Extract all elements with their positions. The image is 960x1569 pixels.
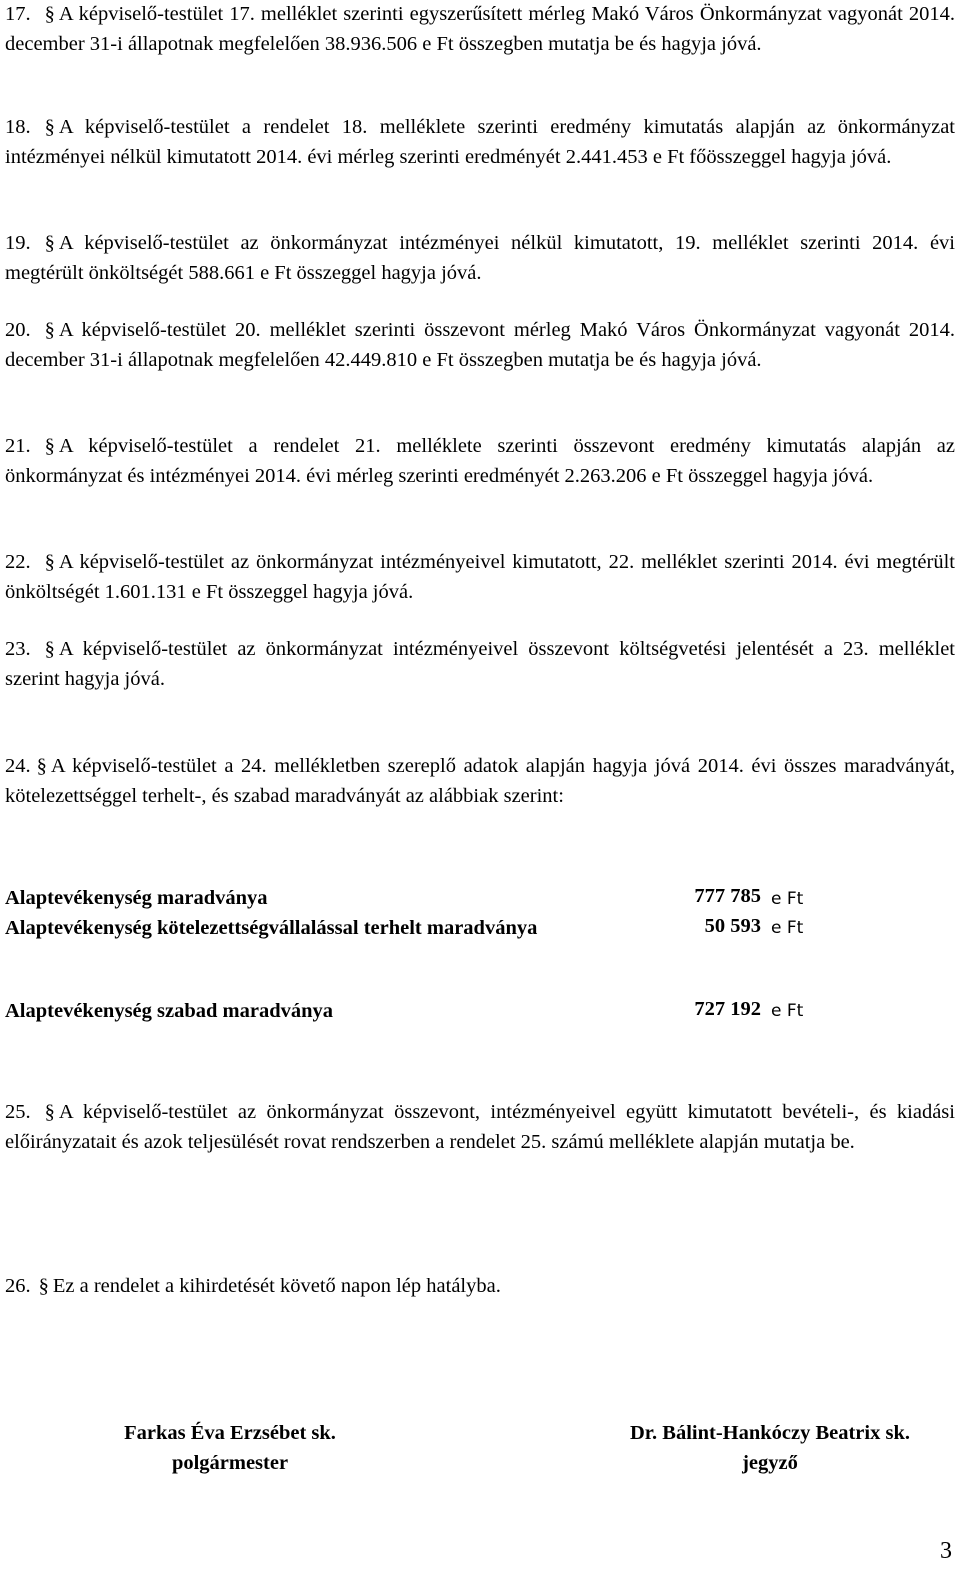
paragraph-23 [5,635,955,694]
signature-name: Farkas Éva Erzsébet sk. [124,1422,336,1444]
section-sign: § [44,116,55,138]
section-sign: § [44,232,55,254]
row-value: 50 593 [704,915,761,937]
paragraph-number: 25. [5,1101,31,1123]
page-number: 3 [940,1538,952,1564]
row-label: Alaptevékenység szabad maradványa [5,1000,334,1022]
signature-name: Dr. Bálint-Hankóczy Beatrix sk. [630,1422,910,1444]
section-sign: § [38,1275,49,1297]
paragraph-number: 18. [5,116,31,138]
row-value: 777 785 [694,885,761,907]
section-sign: § [36,755,47,777]
section-sign: § [44,435,55,457]
paragraph-number: 19. [5,232,31,254]
row-value: 727 192 [694,998,761,1020]
paragraph-25 [5,1098,955,1157]
paragraph-text: A képviselő-testület az önkormányzat intézményeivel összevont költségvetési jelentését a 23. melléklet szerint hagyja jóvá. [5,638,955,690]
paragraph-26 [5,1272,955,1302]
paragraph-text: A képviselő-testület 17. melléklet szerinti egyszerűsített mérleg Makó Város Önkormányzat vagyonát 2014. december 31-i állapotnak megfelelően 38.936.506 e Ft összegben mutatja be és hagyja jóvá. [5,3,955,55]
section-sign: § [44,319,55,341]
paragraph-17 [5,0,955,59]
paragraph-number: 21. [5,435,31,457]
signature-title: polgármester [171,1452,289,1474]
section-sign: § [44,551,55,573]
paragraph-24 [5,752,955,811]
paragraph-number: 24. [5,755,31,777]
paragraph-number: 17. [5,3,31,25]
paragraph-20 [5,316,955,375]
paragraph-text: A képviselő-testület a rendelet 21. melléklete szerinti összevont eredmény kimutatás alapján az önkormányzat és intézményei 2014. évi mérleg szerinti eredményét 2.263.206 e Ft összeggel hagyja jóvá. [5,435,955,487]
paragraph-18 [5,113,955,172]
row-label: Alaptevékenység kötelezettségvállalással terhelt maradványa [5,917,538,939]
paragraph-21 [5,432,955,491]
row-label: Alaptevékenység maradványa [5,887,268,909]
paragraph-text: A képviselő-testület az önkormányzat intézményeivel kimutatott, 22. melléklet szerinti 2014. évi megtérült önköltségét 1.601.131 e Ft összeggel hagyja jóvá. [5,551,955,603]
paragraph-number: 23. [5,638,31,660]
row-unit: e Ft [771,1001,804,1021]
paragraph-19 [5,229,955,288]
paragraph-text: A képviselő-testület az önkormányzat összevont, intézményeivel együtt kimutatott bevételi-, és kiadási előirányzatait és azok teljesülését rovat rendszerben a rendelet 25. számú melléklete alapján mutatja be. [5,1101,955,1153]
paragraph-text: A képviselő-testület a 24. mellékletben szereplő adatok alapján hagyja jóvá 2014. évi összes maradványát, kötelezettséggel terhelt-, és szabad maradványát az alábbiak szerint: [5,755,955,807]
paragraph-number: 22. [5,551,31,573]
row-unit: e Ft [771,889,804,909]
paragraph-text: Ez a rendelet a kihirdetését követő napon lép hatályba. [52,1275,501,1297]
paragraph-number: 26. [5,1275,31,1297]
section-sign: § [44,3,55,25]
paragraph-text: A képviselő-testület a rendelet 18. melléklete szerinti eredmény kimutatás alapján az önkormányzat intézményei nélkül kimutatott 2014. évi mérleg szerinti eredményét 2.441.453 e Ft főösszeggel hagyja jóvá. [5,116,955,168]
signature-notary [590,1418,950,1478]
paragraph-number: 20. [5,319,31,341]
row-unit: e Ft [771,918,804,938]
paragraph-text: A képviselő-testület 20. melléklet szerinti összevont mérleg Makó Város Önkormányzat vagyonát 2014. december 31-i állapotnak megfelelően 42.449.810 e Ft összegben mutatja be és hagyja jóvá. [5,319,955,371]
signature-mayor [90,1418,370,1478]
section-sign: § [44,638,55,660]
paragraph-text: A képviselő-testület az önkormányzat intézményei nélkül kimutatott, 19. melléklet szerinti 2014. évi megtérült önköltségét 588.661 e Ft összeggel hagyja jóvá. [5,232,955,284]
paragraph-22 [5,548,955,607]
section-sign: § [44,1101,55,1123]
signature-title: jegyző [742,1452,798,1474]
